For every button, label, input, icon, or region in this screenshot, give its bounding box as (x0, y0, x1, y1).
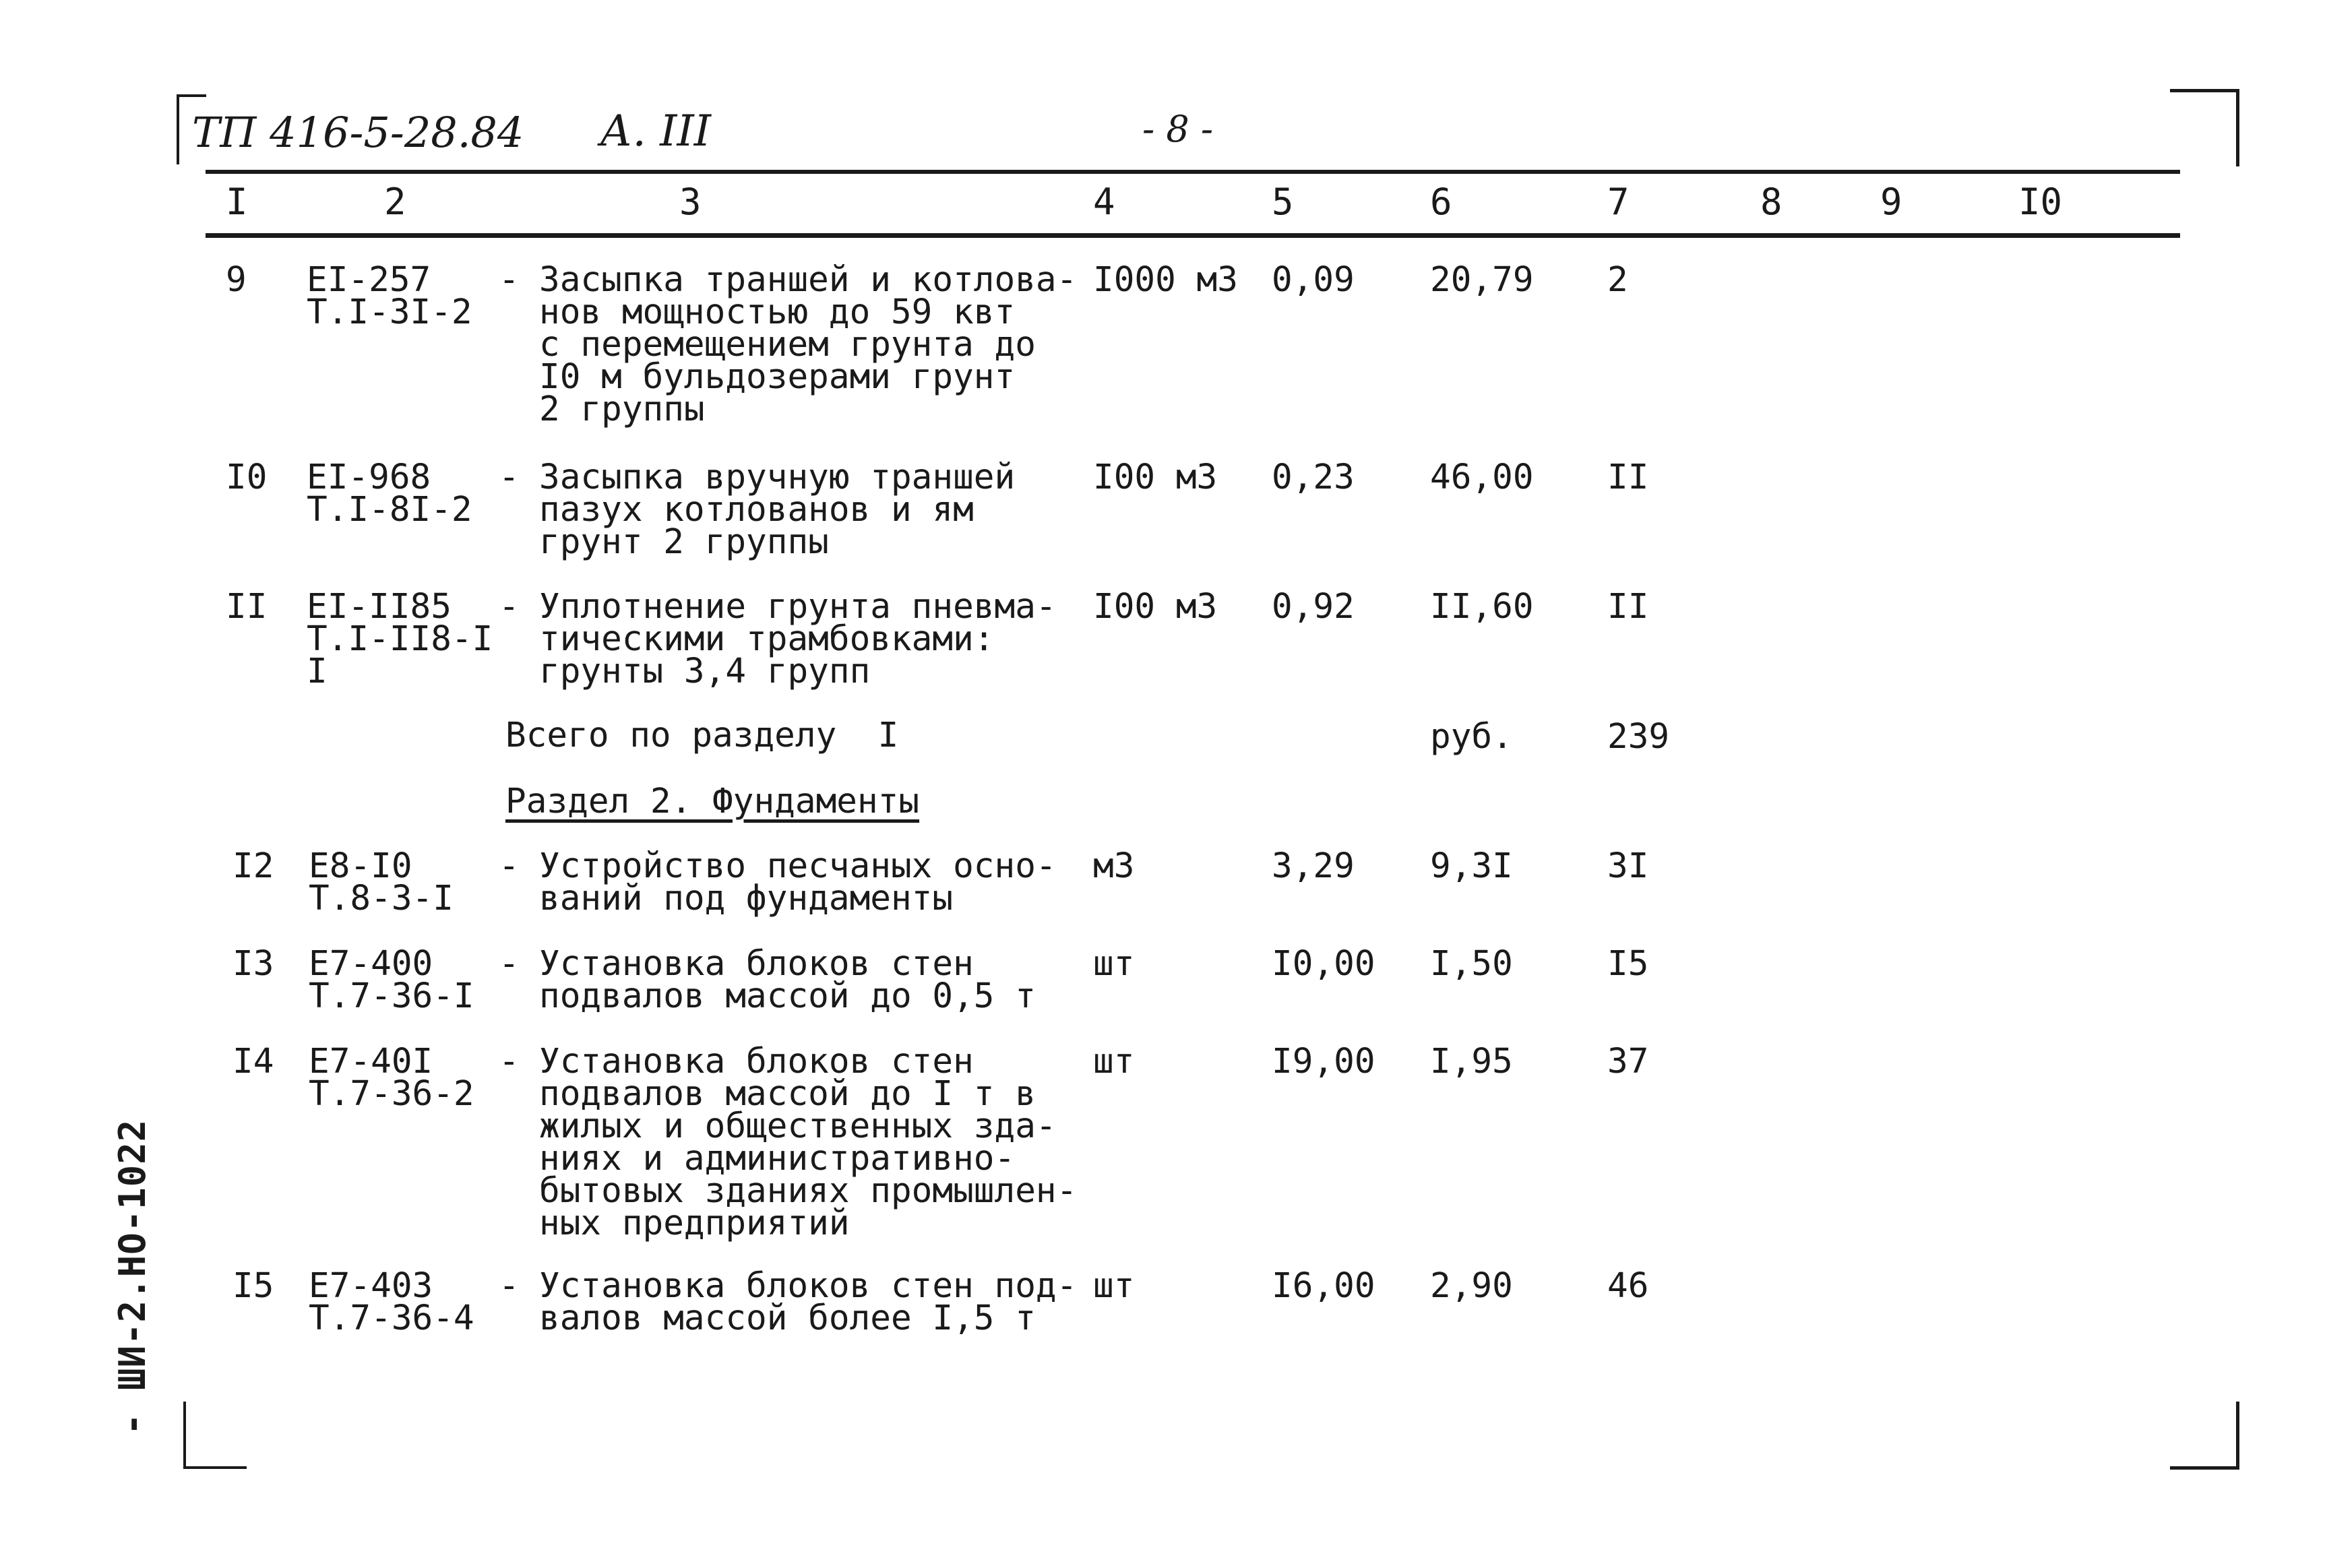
description-text: Засыпка вручную траншей пазух котлованов и ям грунт 2 группы (539, 458, 1016, 562)
list-dash: - (499, 1042, 520, 1081)
work-description (499, 944, 1092, 1016)
list-dash: - (499, 458, 520, 497)
description-text: Уплотнение грунта пневма- тическими трамбовками: грунты 3,4 групп (539, 587, 1057, 691)
row-number: II (226, 587, 268, 627)
table-header-rule (206, 233, 2180, 238)
column-header-3: 3 (679, 181, 702, 223)
work-description (499, 458, 1092, 562)
column-header-7: 7 (1607, 181, 1630, 223)
work-description (499, 846, 1092, 918)
description-text: Установка блоков стен под- валов массой более I,5 т (539, 1266, 1078, 1338)
unit: шт (1093, 1042, 1135, 1081)
corner-bracket-bottom-left (183, 1402, 247, 1469)
list-dash: - (499, 587, 520, 627)
work-description (499, 260, 1092, 429)
column-header-9: 9 (1880, 181, 1902, 223)
table-top-rule (206, 170, 2180, 174)
row-number: I4 (232, 1042, 274, 1081)
unit-price: I,95 (1430, 1042, 1513, 1081)
rate-code: E7-403 Т.7-36-4 (309, 1266, 474, 1338)
side-stamp: - ШИ-2.НО-1022 (111, 1119, 154, 1435)
total-cost: 2 (1607, 260, 1628, 300)
column-header-8: 8 (1760, 181, 1782, 223)
rate-code: EI-257 Т.I-3I-2 (307, 260, 472, 332)
unit-price: 2,90 (1430, 1266, 1513, 1306)
column-header-1: I (226, 181, 248, 223)
unit-price: I,50 (1430, 944, 1513, 984)
row-number: I3 (232, 944, 274, 984)
unit: шт (1093, 944, 1135, 984)
section-total-value: 239 (1607, 717, 1670, 757)
rate-code: E7-400 Т.7-36-I (309, 944, 474, 1016)
list-dash: - (499, 260, 520, 300)
column-header-2: 2 (384, 181, 406, 223)
section-heading: Раздел 2. Фундаменты (505, 782, 920, 821)
document-code: ТП 416-5-28.84 (192, 108, 524, 157)
description-text: Установка блоков стен подвалов массой до I т в жилых и общественных зда- ниях и административно- бытовых зданиях промышлен- ных предприятий (539, 1042, 1078, 1243)
section-total-unit: руб. (1430, 717, 1513, 757)
list-dash: - (499, 944, 520, 984)
total-cost: 46 (1607, 1266, 1649, 1306)
corner-bracket-top-right (2170, 89, 2239, 166)
row-number: I2 (232, 846, 274, 886)
quantity: 0,23 (1272, 458, 1355, 497)
quantity: 0,09 (1272, 260, 1355, 300)
total-cost: 3I (1607, 846, 1649, 886)
album-number: А. III (600, 106, 711, 156)
column-header-4: 4 (1093, 181, 1115, 223)
rate-code: EI-II85 Т.I-II8-I I (307, 587, 493, 691)
unit: I00 м3 (1093, 587, 1218, 627)
column-header-6: 6 (1430, 181, 1452, 223)
description-text: Установка блоков стен подвалов массой до 0,5 т (539, 944, 1036, 1016)
total-cost: II (1607, 587, 1649, 627)
rate-code: E8-I0 Т.8-3-I (309, 846, 454, 918)
unit: м3 (1093, 846, 1135, 886)
quantity: 0,92 (1272, 587, 1355, 627)
unit-price: II,60 (1430, 587, 1534, 627)
quantity: I9,00 (1272, 1042, 1375, 1081)
row-number: I5 (232, 1266, 274, 1306)
description-text: Засыпка траншей и котлова- нов мощностью до 59 квт с перемещением грунта до I0 м бульдозерами грунт 2 группы (539, 260, 1078, 429)
quantity: I0,00 (1272, 944, 1375, 984)
unit: I000 м3 (1093, 260, 1238, 300)
quantity: I6,00 (1272, 1266, 1375, 1306)
description-text: Устройство песчаных осно- ваний под фундаменты (539, 846, 1057, 918)
total-cost: I5 (1607, 944, 1649, 984)
page-number: - 8 - (1142, 108, 1214, 150)
column-header-5: 5 (1272, 181, 1294, 223)
total-cost: 37 (1607, 1042, 1649, 1081)
corner-bracket-bottom-right (2170, 1402, 2239, 1470)
unit: I00 м3 (1093, 458, 1218, 497)
rate-code: EI-968 Т.I-8I-2 (307, 458, 472, 530)
total-cost: II (1607, 458, 1649, 497)
row-number: 9 (226, 260, 247, 300)
work-description (499, 587, 1092, 691)
rate-code: E7-40I Т.7-36-2 (309, 1042, 474, 1114)
work-description (499, 1266, 1092, 1338)
section-total-label: Всего по разделу I (505, 716, 899, 755)
column-header-10: I0 (2018, 181, 2063, 223)
quantity: 3,29 (1272, 846, 1355, 886)
unit-price: 20,79 (1430, 260, 1534, 300)
list-dash: - (499, 1266, 520, 1306)
unit: шт (1093, 1266, 1135, 1306)
row-number: I0 (226, 458, 268, 497)
unit-price: 9,3I (1430, 846, 1513, 886)
list-dash: - (499, 846, 520, 886)
unit-price: 46,00 (1430, 458, 1534, 497)
work-description (499, 1042, 1092, 1243)
